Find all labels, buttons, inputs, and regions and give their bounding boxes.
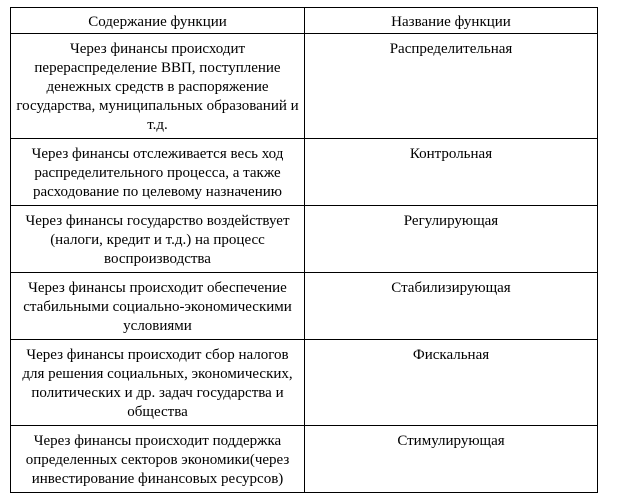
functions-table bbox=[10, 7, 598, 493]
column-header-content: Содержание функции bbox=[11, 8, 305, 34]
function-name-cell: Распределительная bbox=[305, 34, 598, 139]
function-content-cell: Через финансы происходит сбор налогов для решения социальных, экономических, политических и др. задач государства и общества bbox=[11, 340, 305, 426]
function-name-cell: Контрольная bbox=[305, 139, 598, 206]
table-row bbox=[11, 34, 598, 139]
function-content-cell: Через финансы отслеживается весь ход распределительного процесса, а также расходование по целевому назначению bbox=[11, 139, 305, 206]
function-name-cell: Регулирующая bbox=[305, 206, 598, 273]
table-row bbox=[11, 206, 598, 273]
function-name-cell: Фискальная bbox=[305, 340, 598, 426]
function-content-cell: Через финансы происходит поддержка определенных секторов экономики(через инвестирование финансовых ресурсов) bbox=[11, 426, 305, 493]
table-row bbox=[11, 273, 598, 340]
function-name-cell: Стимулирующая bbox=[305, 426, 598, 493]
table-row bbox=[11, 340, 598, 426]
function-content-cell: Через финансы происходит обеспечение стабильными социально-экономическими условиями bbox=[11, 273, 305, 340]
function-content-cell: Через финансы государство воздействует (налоги, кредит и т.д.) на процесс воспроизводства bbox=[11, 206, 305, 273]
table-header-row bbox=[11, 8, 598, 34]
table-row bbox=[11, 426, 598, 493]
column-header-name: Название функции bbox=[305, 8, 598, 34]
function-name-cell: Стабилизирующая bbox=[305, 273, 598, 340]
table-row bbox=[11, 139, 598, 206]
function-content-cell: Через финансы происходит перераспределение ВВП, поступление денежных средств в распоряжение государства, муниципальных образований и т.д. bbox=[11, 34, 305, 139]
